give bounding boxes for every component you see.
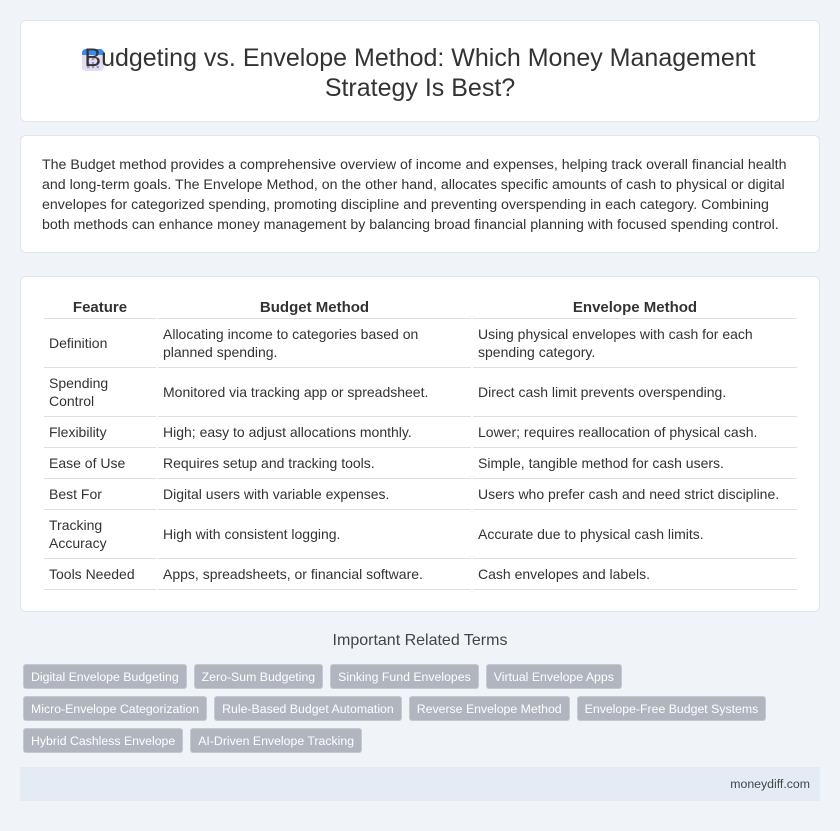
budget-cell: Allocating income to categories based on planned spending.: [158, 319, 471, 368]
table-row: [44, 448, 797, 479]
feature-cell: Tracking Accuracy: [44, 510, 156, 559]
feature-cell: Spending Control: [44, 368, 156, 417]
header-feature: Feature: [44, 296, 156, 319]
feature-cell: Best For: [44, 479, 156, 510]
table-header-row: [44, 296, 797, 319]
related-term-tag[interactable]: Hybrid Cashless Envelope: [23, 728, 183, 753]
envelope-cell: Using physical envelopes with cash for each spending category.: [473, 319, 797, 368]
related-terms-list: [23, 664, 803, 753]
feature-cell: Ease of Use: [44, 448, 156, 479]
table-row: [44, 559, 797, 590]
envelope-cell: Cash envelopes and labels.: [473, 559, 797, 590]
budget-cell: High with consistent logging.: [158, 510, 471, 559]
related-term-tag[interactable]: Digital Envelope Budgeting: [23, 664, 187, 689]
footer: [20, 767, 820, 801]
related-term-tag[interactable]: Zero-Sum Budgeting: [194, 664, 323, 689]
envelope-cell: Users who prefer cash and need strict discipline.: [473, 479, 797, 510]
budget-cell: Monitored via tracking app or spreadsheet.: [158, 368, 471, 417]
related-terms-title: Important Related Terms: [332, 632, 508, 649]
envelope-cell: Simple, tangible method for cash users.: [473, 448, 797, 479]
related-term-tag[interactable]: Reverse Envelope Method: [409, 696, 570, 721]
related-term-tag[interactable]: Virtual Envelope Apps: [486, 664, 622, 689]
related-term-tag[interactable]: Envelope-Free Budget Systems: [577, 696, 767, 721]
footer-site-link[interactable]: moneydiff.com: [730, 777, 810, 791]
page-title: Budgeting vs. Envelope Method: Which Money Management Strategy Is Best?: [84, 44, 756, 102]
table-row: [44, 417, 797, 448]
summary-card: [20, 135, 820, 253]
table-row: [44, 319, 797, 368]
feature-cell: Flexibility: [44, 417, 156, 448]
title-card: [20, 20, 820, 122]
envelope-cell: Direct cash limit prevents overspending.: [473, 368, 797, 417]
comparison-table: [42, 296, 799, 590]
header-budget-method: Budget Method: [158, 296, 471, 319]
budget-cell: Requires setup and tracking tools.: [158, 448, 471, 479]
header-envelope-method: Envelope Method: [473, 296, 797, 319]
budget-cell: High; easy to adjust allocations monthly.: [158, 417, 471, 448]
comparison-card: [20, 276, 820, 612]
related-term-tag[interactable]: AI-Driven Envelope Tracking: [190, 728, 362, 753]
feature-cell: Tools Needed: [44, 559, 156, 590]
table-row: [44, 479, 797, 510]
related-term-tag[interactable]: Sinking Fund Envelopes: [330, 664, 479, 689]
related-term-tag[interactable]: Micro-Envelope Categorization: [23, 696, 207, 721]
budget-cell: Apps, spreadsheets, or financial software.: [158, 559, 471, 590]
summary-text: The Budget method provides a comprehensive overview of income and expenses, helping track overall financial health and long-term goals. The Envelope Method, on the other hand, allocates specific amounts of cash to physical or digital envelopes for categorized spending, promoting discipline and preventing overspending in each category. Combining both methods can enhance money management by balancing broad financial planning with focused spending control.: [42, 157, 787, 233]
envelope-cell: Accurate due to physical cash limits.: [473, 510, 797, 559]
table-row: [44, 368, 797, 417]
budget-cell: Digital users with variable expenses.: [158, 479, 471, 510]
related-term-tag[interactable]: Rule-Based Budget Automation: [214, 696, 402, 721]
feature-cell: Definition: [44, 319, 156, 368]
table-row: [44, 510, 797, 559]
envelope-cell: Lower; requires reallocation of physical cash.: [473, 417, 797, 448]
